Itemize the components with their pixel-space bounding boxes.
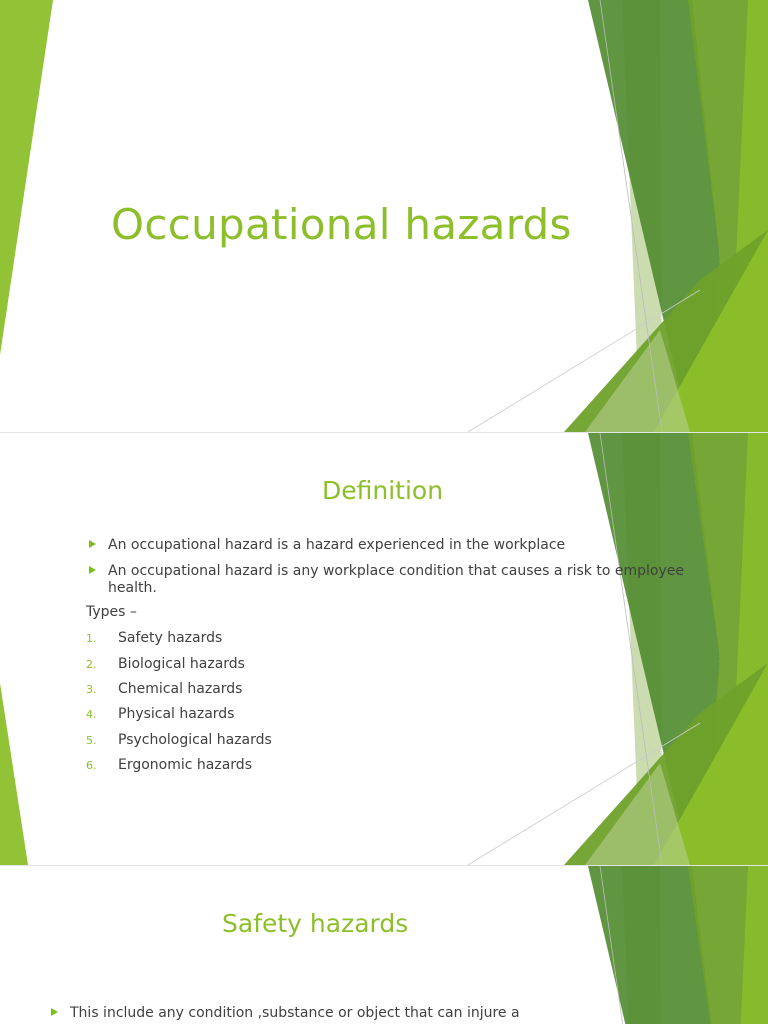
bullet-text: An occupational hazard is any workplace condition that causes a risk to employee health. [108,563,684,596]
list-item [86,630,222,646]
bullet-arrow-icon [89,566,96,574]
slide-title [0,0,768,432]
list-item [86,757,252,773]
list-label: Physical hazards [118,706,235,722]
types-label: Types – [86,604,137,620]
slide-title-heading: Occupational hazards [111,200,572,249]
list-item [86,656,245,672]
list-item [86,732,272,748]
list-item [86,706,234,722]
list-label: Biological hazards [118,656,245,672]
slide-decoration [0,866,768,1024]
bullet-arrow-icon [89,540,96,548]
bullet-item [70,1005,630,1022]
list-label: Safety hazards [118,630,223,646]
bullet-arrow-icon [51,1008,58,1016]
list-number: 4. [86,708,97,721]
list-label: Ergonomic hazards [118,757,252,773]
list-number: 2. [86,658,97,671]
list-label: Chemical hazards [118,681,243,697]
list-number: 5. [86,734,97,747]
definition-heading: Definition [322,476,444,505]
list-label: Psychological hazards [118,732,272,748]
list-number: 3. [86,683,97,696]
safety-hazards-heading: Safety hazards [222,909,409,938]
slide-safety-hazards [0,866,768,1024]
bullet-item [108,563,728,597]
list-item [86,681,242,697]
bullet-item [108,537,728,554]
bullet-text: An occupational hazard is a hazard experienced in the workplace [108,537,566,553]
bullet-text: This include any condition ,substance or object that can injure a [70,1005,520,1021]
list-number: 1. [86,632,97,645]
list-number: 6. [86,759,97,772]
